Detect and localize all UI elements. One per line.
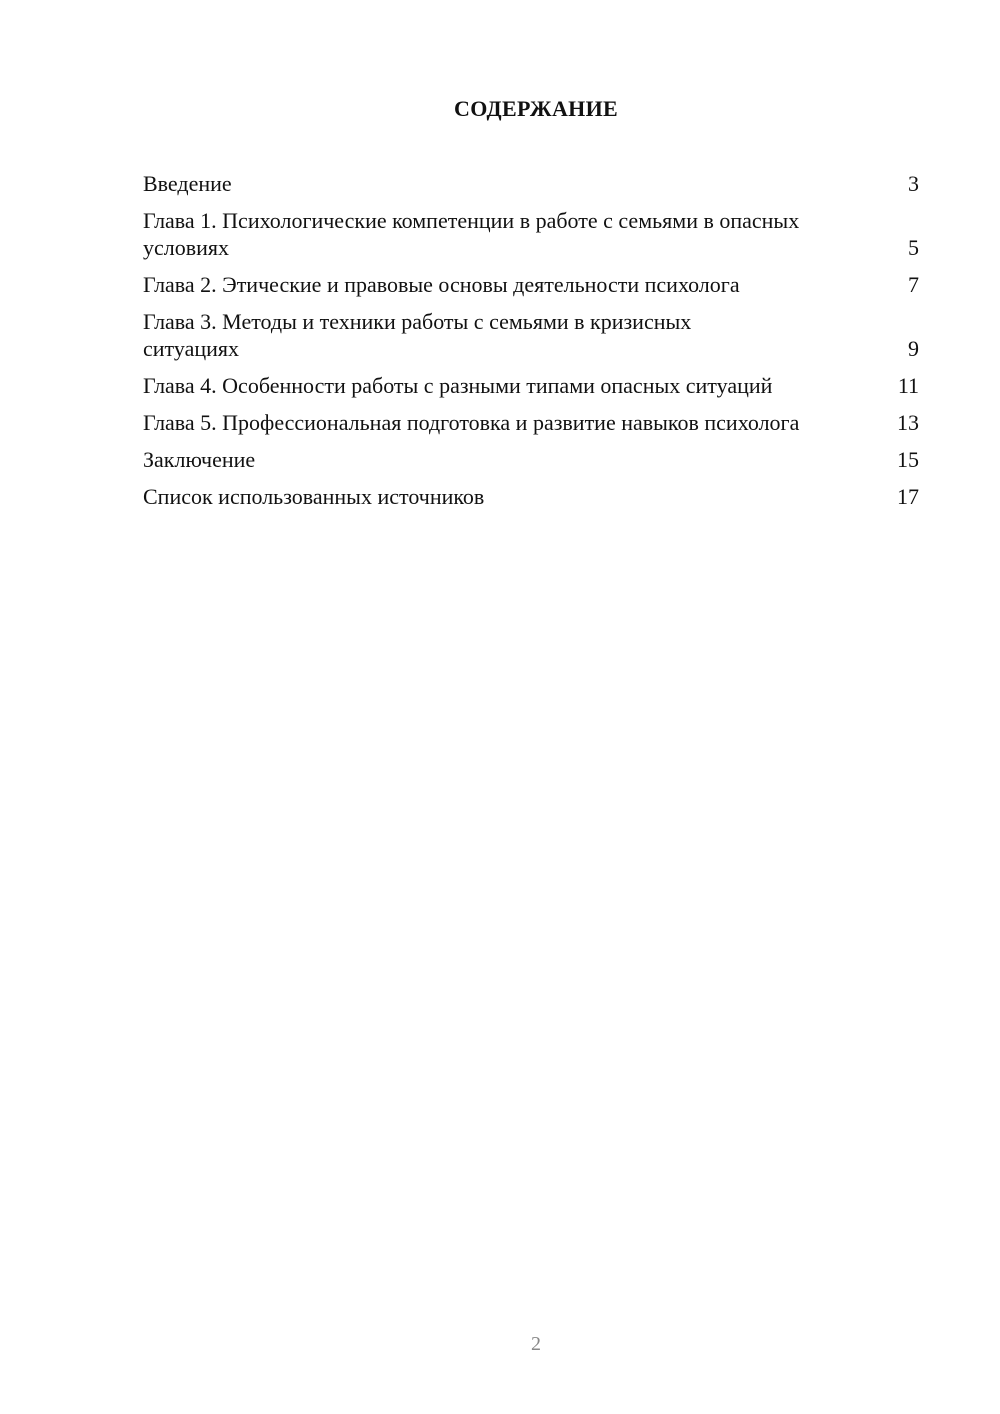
toc-entry-chapter-1[interactable] xyxy=(143,207,919,261)
toc-entry-page: 17 xyxy=(897,484,919,509)
toc-entry-page: 7 xyxy=(908,272,919,297)
toc-entry-page: 3 xyxy=(908,171,919,196)
toc-entry-chapter-5[interactable] xyxy=(143,409,919,436)
toc-entry-page: 5 xyxy=(908,235,919,260)
toc-entry-page: 9 xyxy=(908,336,919,361)
toc-entry-text: Глава 4. Особенности работы с разными типами опасных ситуаций xyxy=(143,373,773,398)
toc-list xyxy=(143,170,919,520)
toc-entry-text: Глава 5. Профессиональная подготовка и развитие навыков психолога xyxy=(143,410,800,435)
toc-entry-text: Введение xyxy=(143,171,232,196)
toc-entry-text: Глава 3. Методы и техники работы с семьями в кризисных ситуациях xyxy=(143,309,692,361)
toc-entry-text: Глава 2. Этические и правовые основы деятельности психолога xyxy=(143,272,740,297)
toc-entry-references[interactable] xyxy=(143,483,919,510)
toc-entry-page: 11 xyxy=(897,373,919,398)
toc-title: СОДЕРЖАНИЕ xyxy=(454,96,618,121)
toc-entry-conclusion[interactable] xyxy=(143,446,919,473)
toc-entry-text: Список использованных источников xyxy=(143,484,485,509)
page-number: 2 xyxy=(531,1333,541,1355)
toc-entry-chapter-3[interactable] xyxy=(143,308,919,362)
toc-entry-text: Заключение xyxy=(143,447,256,472)
toc-entry-introduction[interactable] xyxy=(143,170,919,197)
toc-entry-page: 15 xyxy=(897,447,919,472)
toc-entry-text: Глава 1. Психологические компетенции в работе с семьями в опасных условиях xyxy=(143,208,800,260)
toc-entry-chapter-2[interactable] xyxy=(143,271,919,298)
toc-entry-chapter-4[interactable] xyxy=(143,372,919,399)
toc-entry-page: 13 xyxy=(897,410,919,435)
